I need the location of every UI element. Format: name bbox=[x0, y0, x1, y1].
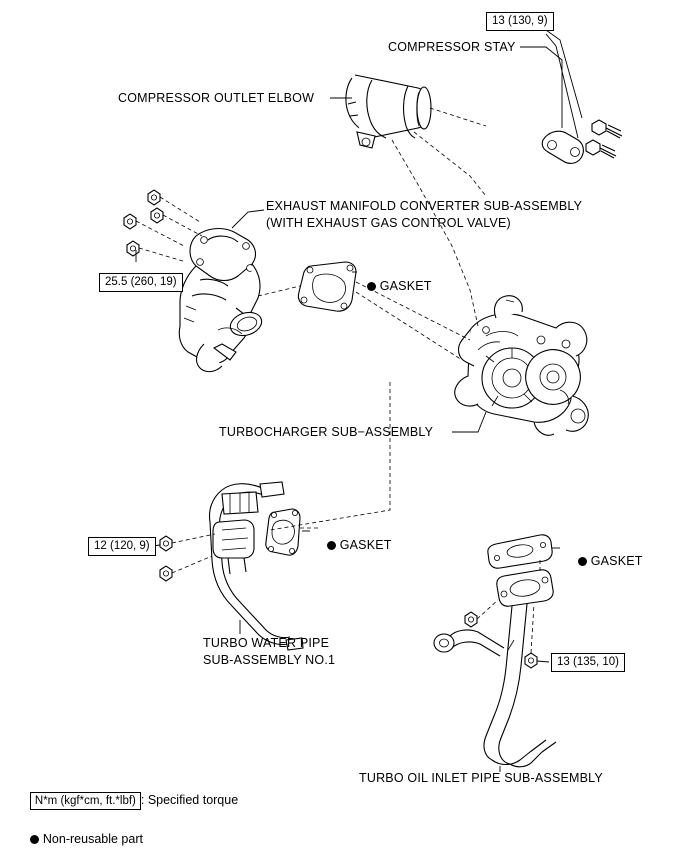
torque-compressor-stay-bolt: 13 (130, 9) bbox=[486, 12, 554, 31]
label-turbo-oil-inlet-pipe: TURBO OIL INLET PIPE SUB-ASSEMBLY bbox=[359, 771, 603, 785]
exhaust-manifold-nuts bbox=[124, 190, 163, 256]
label-gasket-water-pipe bbox=[312, 523, 392, 568]
label-exhaust-manifold-converter-line2: (WITH EXHAUST GAS CONTROL VALVE) bbox=[266, 216, 511, 230]
label-compressor-outlet-elbow: COMPRESSOR OUTLET ELBOW bbox=[118, 91, 315, 105]
non-reusable-dot-icon bbox=[367, 282, 376, 291]
label-gasket-upper bbox=[352, 264, 432, 309]
gasket-water-pipe-art bbox=[266, 509, 300, 555]
legend-non-reusable-text: Non-reusable part bbox=[42, 832, 143, 846]
water-pipe-nuts bbox=[160, 536, 172, 581]
compressor-outlet-elbow-art bbox=[346, 75, 431, 148]
compressor-stay-bolt-lower bbox=[586, 140, 616, 158]
compressor-stay-bolt-upper bbox=[592, 120, 622, 138]
non-reusable-dot-icon bbox=[327, 541, 336, 550]
turbocharger-sub-assembly-art bbox=[455, 296, 589, 436]
turbo-oil-inlet-pipe-art bbox=[434, 570, 556, 767]
label-turbo-water-pipe-line2: SUB-ASSEMBLY NO.1 bbox=[203, 653, 336, 667]
gasket-upper-art bbox=[298, 262, 356, 311]
legend-torque-unit-box: N*m (kgf*cm, ft.*lbf) bbox=[30, 792, 141, 810]
torque-oil-inlet-pipe-bolt: 13 (135, 10) bbox=[551, 653, 625, 672]
label-exhaust-manifold-converter-line1: EXHAUST MANIFOLD CONVERTER SUB-ASSEMBLY bbox=[266, 199, 583, 213]
label-compressor-stay: COMPRESSOR STAY bbox=[388, 40, 516, 54]
turbo-water-pipe-art bbox=[210, 482, 304, 650]
non-reusable-dot-icon bbox=[578, 557, 587, 566]
legend-torque-unit-text: : Specified torque bbox=[140, 793, 239, 807]
label-turbocharger-sub-assembly: TURBOCHARGER SUB−ASSEMBLY bbox=[219, 425, 434, 439]
gasket-oil-inlet-art bbox=[488, 535, 552, 568]
torque-water-pipe-nut: 12 (120, 9) bbox=[88, 537, 156, 556]
label-gasket-oil-inlet bbox=[563, 539, 643, 584]
label-gasket-oil-inlet-text: GASKET bbox=[590, 554, 643, 568]
label-turbo-water-pipe-line1: TURBO WATER PIPE bbox=[203, 636, 330, 650]
torque-exhaust-manifold-nut: 25.5 (260, 19) bbox=[99, 273, 183, 292]
oil-inlet-pipe-bolts bbox=[465, 612, 537, 668]
exhaust-manifold-converter-art bbox=[179, 229, 264, 372]
non-reusable-dot-icon bbox=[30, 835, 39, 844]
label-gasket-water-pipe-text: GASKET bbox=[339, 538, 392, 552]
label-gasket-upper-text: GASKET bbox=[379, 279, 432, 293]
